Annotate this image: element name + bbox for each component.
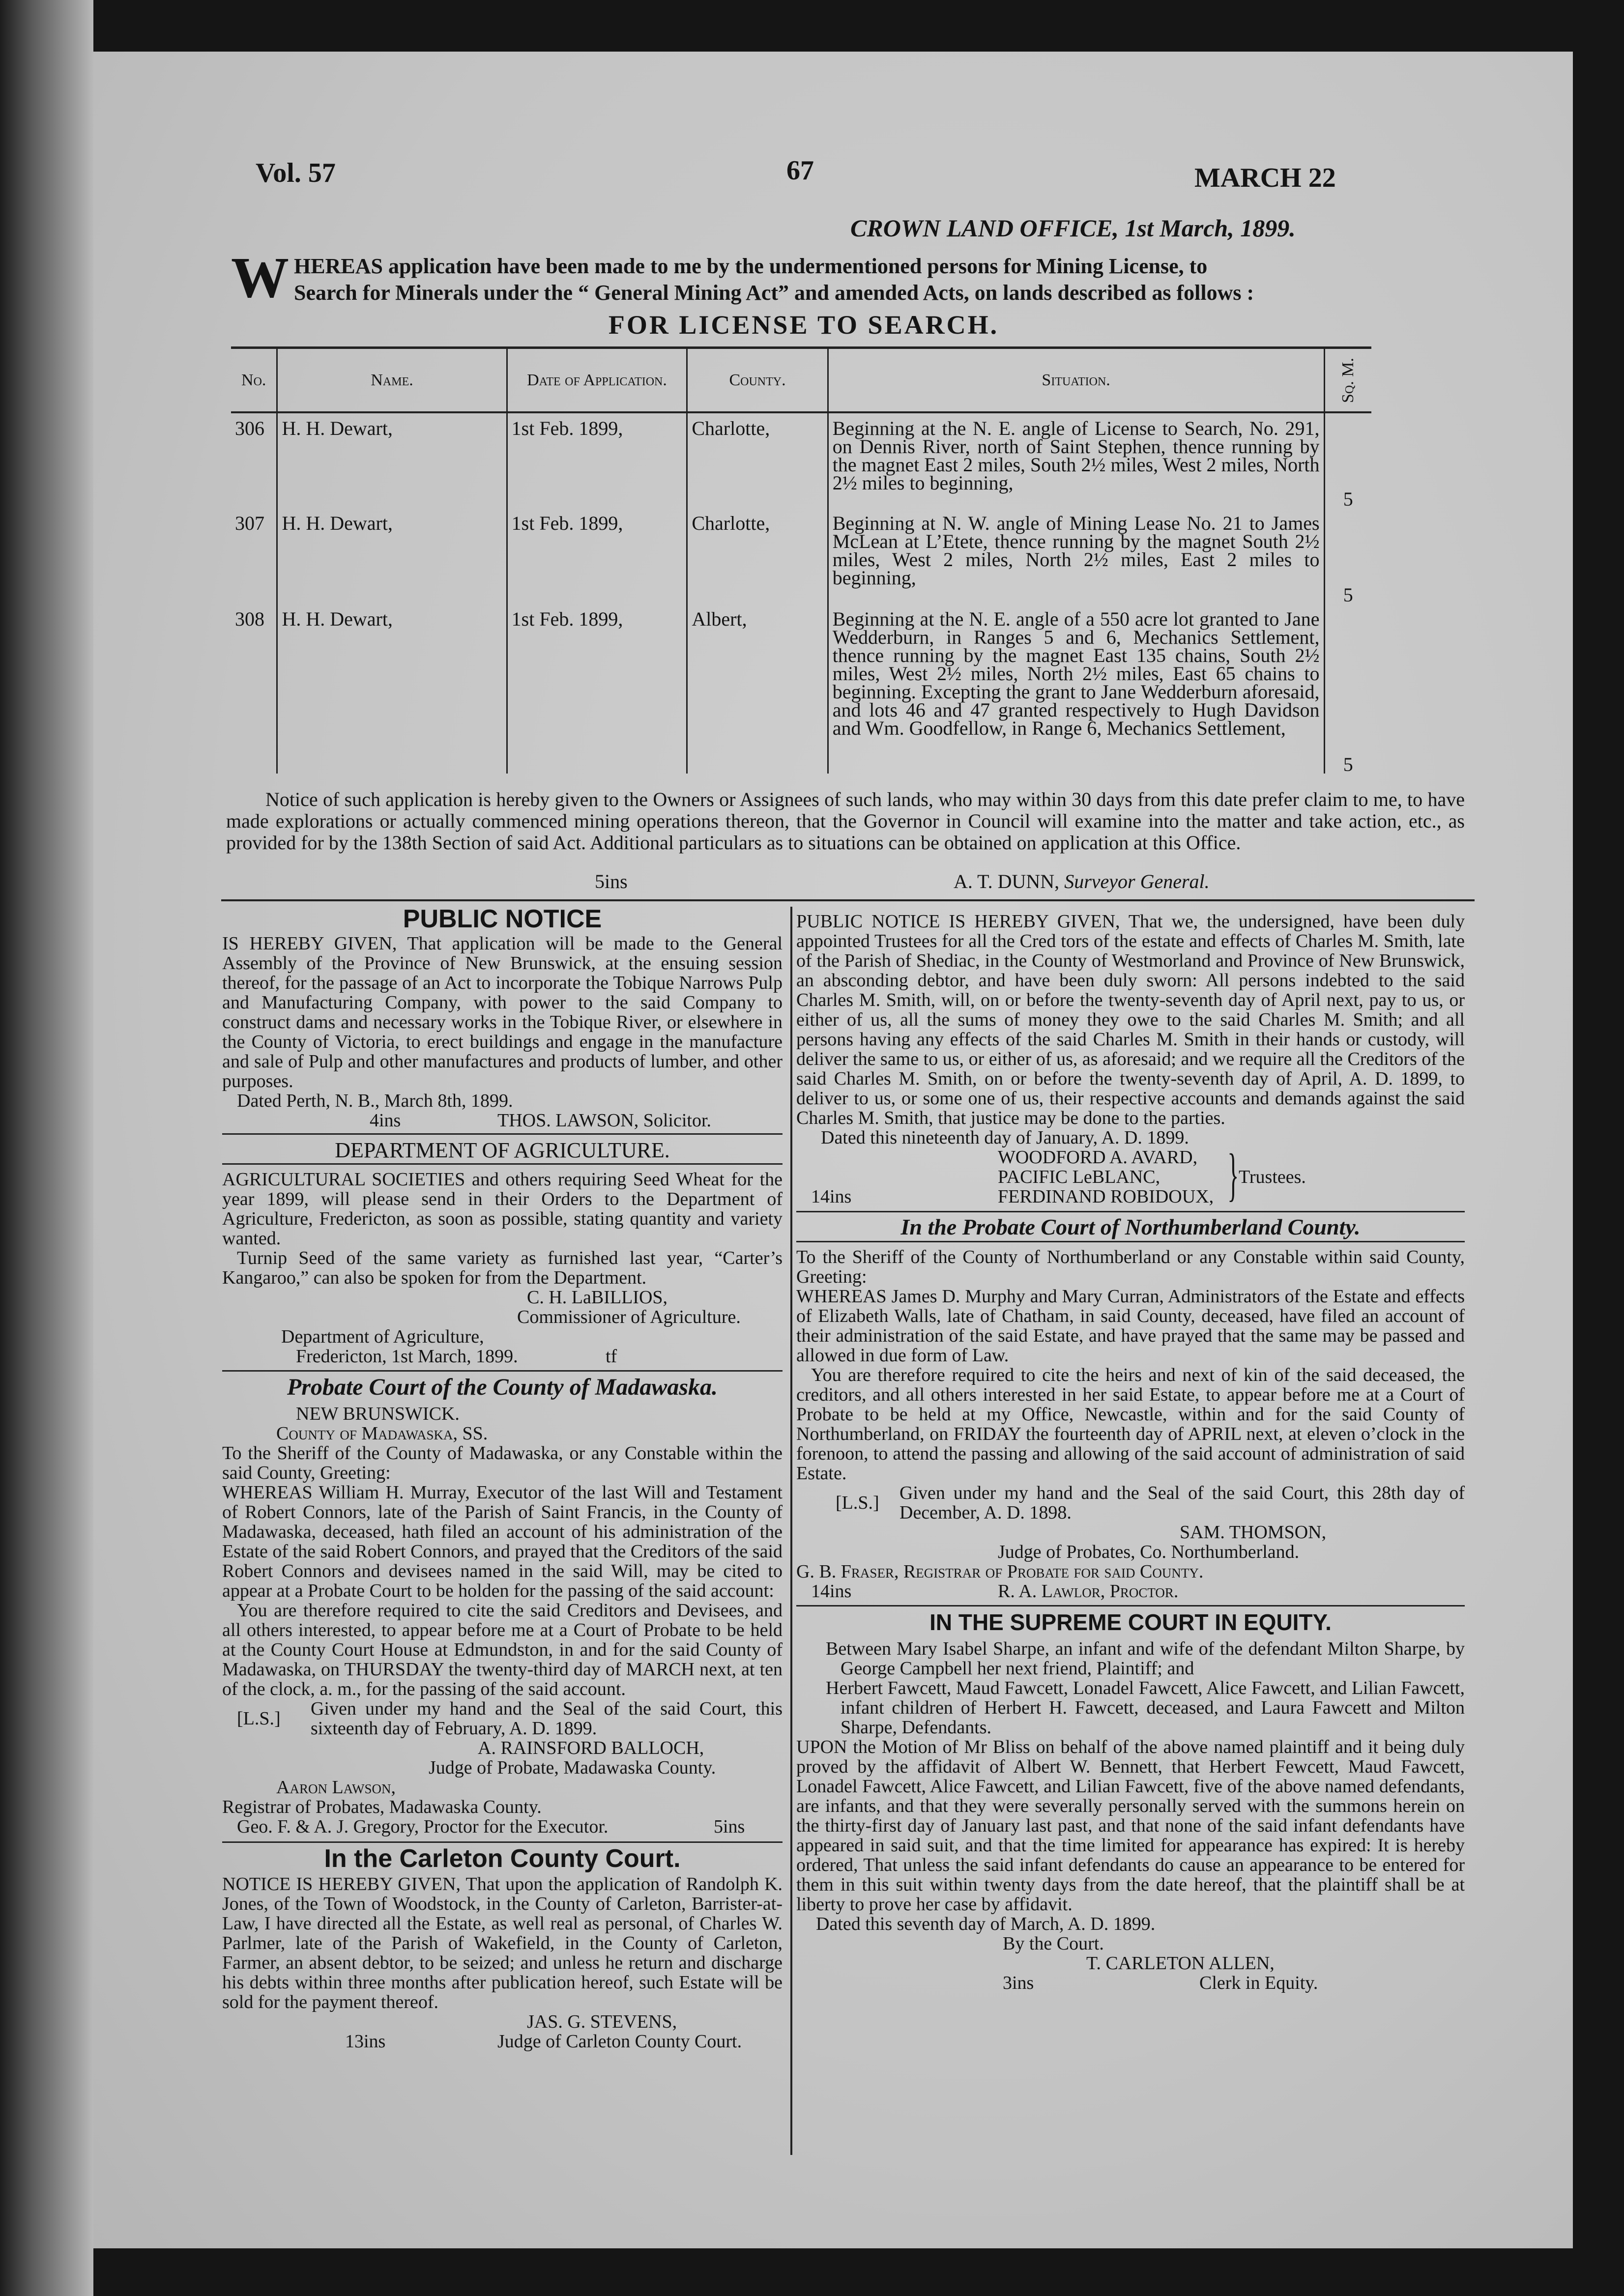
northumberland-body-2: You are therefore required to cite the heirs and next of kin of the said deceased, the creditors, and all others interested in her said Estate, to appear before me at a Court of Probate to be held at my Office, Newcastle, within and for the said County of Northumberland, on FRIDAY the fourteenth day of APRIL next, at eleven o’clock in the forenoon, to attend the passing and allowing of the said account of administration of said Estate. [796,1365,1465,1484]
madawaska-to: To the Sheriff of the County of Madawaska, or any Constable within the said County, Greeting: [222,1443,783,1483]
table-row [231,412,1371,508]
trustees-dated: Dated this nineteenth day of January, A. D. 1899. [821,1127,1189,1148]
trustee-name: PACIFIC LeBLANC, [998,1167,1160,1187]
northumberland-title: In the Probate Court of Northumberland County. [900,1214,1361,1239]
trustee-name: FERDINAND ROBIDOUX, [998,1186,1214,1207]
equity-between: Between Mary Isabel Sharpe, an infant and wife of the defendant Milton Sharpe, by George Campbell her next friend, Plaintiff; and [826,1638,1465,1679]
madawaska-seal: [L.S.] [237,1708,281,1729]
northumberland-judge-title: Judge of Probates, Co. Northumberland. [998,1542,1300,1562]
agriculture-signer-title: Commissioner of Agriculture. [517,1307,741,1327]
license-table [231,346,1371,774]
agriculture-place: Fredericton, 1st March, 1899. [296,1346,518,1367]
madawaska-registrar: Aaron Lawson, [276,1777,396,1798]
trustees-role: Trustees. [1239,1167,1306,1187]
issue-date: MARCH 22 [1194,163,1336,193]
northumberland-registrar: G. B. Fraser, Registrar of Probate for said County. [796,1561,1204,1582]
madawaska-registrar-title: Registrar of Probates, Madawaska County. [222,1797,542,1817]
public-notice-ins: 4ins [370,1110,401,1131]
table-row [231,604,1371,774]
row-sq: 5 [1324,604,1371,774]
row-county: Charlotte, [687,412,828,508]
agriculture-dept: Department of Agriculture, [281,1326,484,1347]
madawaska-county: County of Madawaska, SS. [276,1423,488,1444]
northumberland-body: WHEREAS James D. Murphy and Mary Curran, Administrators of the Estate and effects of Elizabeth Walls, late of Chatham, in said County, deceased, have filed an account of their administration of the said Estate, and have prayed that the same may be passed and allowed in due form of Law. [796,1286,1465,1366]
crown-land-signature [954,870,1210,893]
northumberland-judge: SAM. THOMSON, [1180,1522,1327,1543]
equity-signer-title: Clerk in Equity. [1199,1973,1318,1993]
crown-land-notice: Notice of such application is hereby given to the Owners or Assignees of such lands, who may within 30 days from this date prefer claim to me, to have made explorations or actually commenced mining operations thereon, that the Governor in Council will examine into the matter and take action, etc., as provided for by the 138th Section of said Act. Additional particulars as to situations can be obtained on application at this Office. [226,788,1465,854]
trustees-body: PUBLIC NOTICE IS HEREBY GIVEN, That we, the undersigned, have been duly appointed Trustees for all the Cred tors of the estate and effects of Charles M. Smith, late of the Parish of Shediac, in the County of Westmorland and Province of New Brunswick, an absconding debtor, and have been duly sworn: All persons indebted to the said Charles M. Smith, will, on or before the twenty-seventh day of April next, pay to us, or either of us, all the sums of money they owe to the said Charles M. Smith; and all persons having any effects of the said Charles M. Smith in their hands or custody, will deliver the same to us, or either of us, as aforesaid; and we require all the Creditors of the said Charles M. Smith, on or before the twenty-seventh day of April, A. D. 1899, to deliver to us, or some one of us, their respective accounts and demands against the said Charles M. Smith, that justice may be done to the parties. [796,911,1465,1128]
madawaska-body: WHEREAS William H. Murray, Executor of the last Will and Testament of Robert Connors, late of the Parish of Saint Francis, in the County of Madawaska, deceased, hath filed an account of his administration of the Estate of the said Robert Connors, and prayed that the Creditors of the said Robert Connors and devisees named in the said Will, may be cited to appear at a Probate Court to be holden for the passing of the said account: [222,1482,783,1601]
madawaska-judge-title: Judge of Probate, Madawaska County. [429,1757,716,1778]
row-county: Charlotte, [687,508,828,604]
equity-defendants: Herbert Fawcett, Maud Fawcett, Lonadel Fawcett, Alice Fawcett, and Lilian Fawcett, infant children of Herbert H. Fawcett, deceased, and Laura Fawcett and Milton Sharpe, Defendants. [826,1678,1465,1738]
right-column [796,912,1465,1994]
carleton-ins: 13ins [345,2031,386,2052]
section-rule [222,1841,783,1843]
row-name: H. H. Dewart, [277,412,507,508]
equity-ins: 3ins [1003,1973,1034,1993]
row-name: H. H. Dewart, [277,604,507,774]
madawaska-body-2: You are therefore required to cite the said Creditors and Devisees, and all others interested, to appear before me at a Court of Probate to be held at the County Court House at Edmundston, in and for the said County of Madawaska, on THURSDAY the twenty-third day of MARCH next, at ten of the clock, a. m., for the passing of the said account. [222,1600,783,1699]
col-date: Date of Application. [507,348,687,413]
carleton-body: NOTICE IS HEREBY GIVEN, That upon the application of Randolph K. Jones, of the Town of Woodstock, in the County of Carleton, Barrister-at-Law, I have directed all the Estate, as well real as personal, of Charles W. Parlmer, late of the Parish of Wakefield, in the County of Carleton, Farmer, an absent debtor, to be seized; and unless he return and discharge his debts within three months after publication hereof, such Estate will be sold for the payment thereof. [222,1874,783,2012]
row-no: 308 [235,608,264,630]
madawaska-seal-block [222,1699,783,1738]
col-no: No. [231,348,277,413]
trustees-signatures [796,1142,1465,1209]
madawaska-footer [222,1817,783,1837]
crown-land-signer: A. T. DUNN, [954,870,1060,892]
col-situation: Situation. [828,348,1324,413]
equity-footer [796,1973,1465,1994]
section-rule [796,1211,1465,1212]
row-no: 307 [235,512,264,534]
section-rule [796,1241,1465,1242]
crown-land-signer-title: Surveyor General. [1064,870,1210,892]
madawaska-given: Given under my hand and the Seal of the said Court, this sixteenth day of February, A. D. 1899. [311,1698,783,1739]
trustees-ins: 14ins [811,1186,852,1207]
row-sq: 5 [1324,508,1371,604]
public-notice-footer [222,1111,783,1131]
volume-label: Vol. 57 [256,158,336,188]
agriculture-body-2: Turnip Seed of the same variety as furnished last year, “Carter’s Kangaroo,” can also be spoken for from the Department. [222,1248,783,1288]
left-column [222,905,783,2052]
trustee-name: WOODFORD A. AVARD, [998,1147,1198,1168]
whereas-line-2: Search for Minerals under the “ General Mining Act” and amended Acts, on lands described as follows : [294,281,1254,305]
agriculture-tf: tf [606,1346,617,1367]
row-situation: Beginning at the N. E. angle of a 550 acre lot granted to Jane Wedderburn, in Ranges 5 and 6, Mechanics Settlement, thence running by the magnet East 135 chains, South 2½ miles, West 2½ miles, North 2½ miles, East 65 chains to beginning. Excepting the grant to Jane Wedderburn aforesaid, and lots 46 and 47 granted respectively to Hugh Davidson and Wm. Goodfellow, in Range 6, Mechanics Settlement, [828,604,1324,774]
northumberland-seal: [L.S.] [836,1492,879,1513]
agriculture-signer: C. H. LaBILLIOS, [527,1287,668,1308]
col-name: Name. [277,348,507,413]
public-notice-body: IS HEREBY GIVEN, That application will be made to the General Assembly of the Province of New Brunswick, at the ensuing session thereof, for the passage of an Act to incorporate the Tobique Narrows Pulp and Manufacturing Company, with power to the said Company to construct dams and necessary works in the Tobique River, or elsewhere in the County of Victoria, to erect buildings and engage in the manufacture and sale of Pulp and other manufactures and products of lumber, and other purposes. [222,933,783,1091]
crown-land-office-dateline: CROWN LAND OFFICE, 1st March, 1899. [850,214,1296,242]
madawaska-proctor: Geo. F. & A. J. Gregory, Proctor for the Executor. [237,1816,609,1837]
column-divider [790,907,792,2155]
public-notice-dated: Dated Perth, N. B., March 8th, 1899. [237,1091,513,1111]
equity-by: By the Court. [1003,1933,1104,1954]
carleton-footer [222,2032,783,2052]
section-rule [222,1370,783,1372]
page-number: 67 [786,155,814,186]
section-rule [222,1133,783,1135]
equity-dated: Dated this seventh day of March, A. D. 1899. [816,1914,1156,1934]
newspaper-page [93,52,1573,2248]
northumberland-given: Given under my hand and the Seal of the said Court, this 28th day of December, A. D. 1898. [899,1483,1465,1523]
carleton-signer: JAS. G. STEVENS, [527,2011,677,2032]
northumberland-seal-block [796,1483,1465,1522]
public-notice-title: PUBLIC NOTICE [403,905,602,933]
row-name: H. H. Dewart, [277,508,507,604]
row-situation: Beginning at the N. E. angle of License to Search, No. 291, on Dennis River, north of Saint Stephen, thence running by the magnet East 2 miles, South 2½ miles, West 2 miles, North 2½ miles to beginning, [828,412,1324,508]
row-date: 1st Feb. 1899, [507,604,687,774]
equity-signer: T. CARLETON ALLEN, [1086,1953,1275,1974]
equity-title: IN THE SUPREME COURT IN EQUITY. [929,1609,1332,1635]
northumberland-footer [796,1581,1465,1602]
northumberland-ins: 14ins [811,1581,852,1602]
row-no: 306 [235,417,264,439]
row-date: 1st Feb. 1899, [507,412,687,508]
madawaska-nb: NEW BRUNSWICK. [296,1404,460,1424]
col-sq-m [1324,348,1371,413]
brace-icon: } [1227,1142,1239,1207]
row-sq: 5 [1324,412,1371,508]
whereas-paragraph [231,245,1381,310]
drop-cap: W [231,245,289,310]
section-rule [796,1605,1465,1607]
table-row [231,508,1371,604]
col-county: County. [687,348,828,413]
public-notice-signer: THOS. LAWSON, Solicitor. [497,1110,712,1131]
crown-land-ins: 5ins [595,870,628,892]
agriculture-body: AGRICULTURAL SOCIETIES and others requiring Seed Wheat for the year 1899, will please send in their Orders to the Department of Agriculture, Fredericton, as soon as possible, stating quantity and variety wanted. [222,1169,783,1249]
carleton-signer-title: Judge of Carleton County Court. [497,2031,742,2052]
row-situation: Beginning at N. W. angle of Mining Lease No. 21 to James McLean at L’Etete, thence running by the magnet South 2½ miles, West 2 miles, North 2½ miles, East 2 miles to beginning, [828,508,1324,604]
book-gutter [0,0,93,2296]
madawaska-title: Probate Court of the County of Madawaska. [287,1374,718,1400]
row-county: Albert, [687,604,828,774]
equity-body: UPON the Motion of Mr Bliss on behalf of the above named plaintiff and it being duly proved by the affidavit of Albert W. Bennett, that Herbert Fewcett, Maud Fawcett, Lonadel Fawcett, Alice Fawcett, and Lilian Fawcett, five of the above named defendants, are infants, and that they were severally personally served with the summons herein on the thirty-first day of January last past, and that none of the said infant defendants have appeared in said suit, and that the time limited for appearance has expired: It is hereby ordered, That unless the said infant defendants do cause an appearance to be entered for them in this suit within twenty days from the date hereof, that the plaintiff shall be at liberty to prove her case by affidavit. [796,1737,1465,1915]
section-rule [221,899,1475,901]
col-sq-m-label: Sq. M. [1338,357,1357,403]
carleton-title: In the Carleton County Court. [324,1844,681,1873]
license-table-header [231,348,1371,413]
whereas-line-1: HEREAS application have been made to me by the undermentioned persons for Mining License, to [294,254,1208,278]
northumberland-to: To the Sheriff of the County of Northumberland or any Constable within said County, Greeting: [796,1247,1465,1287]
agriculture-title: DEPARTMENT OF AGRICULTURE. [335,1138,670,1162]
row-date: 1st Feb. 1899, [507,508,687,604]
agriculture-footer [222,1347,783,1367]
madawaska-ins: 5ins [714,1816,745,1837]
license-table-title: FOR LICENSE TO SEARCH. [608,310,999,340]
northumberland-proctor: R. A. Lawlor, Proctor. [998,1581,1179,1602]
section-rule [222,1163,783,1165]
madawaska-judge: A. RAINSFORD BALLOCH, [478,1738,704,1758]
